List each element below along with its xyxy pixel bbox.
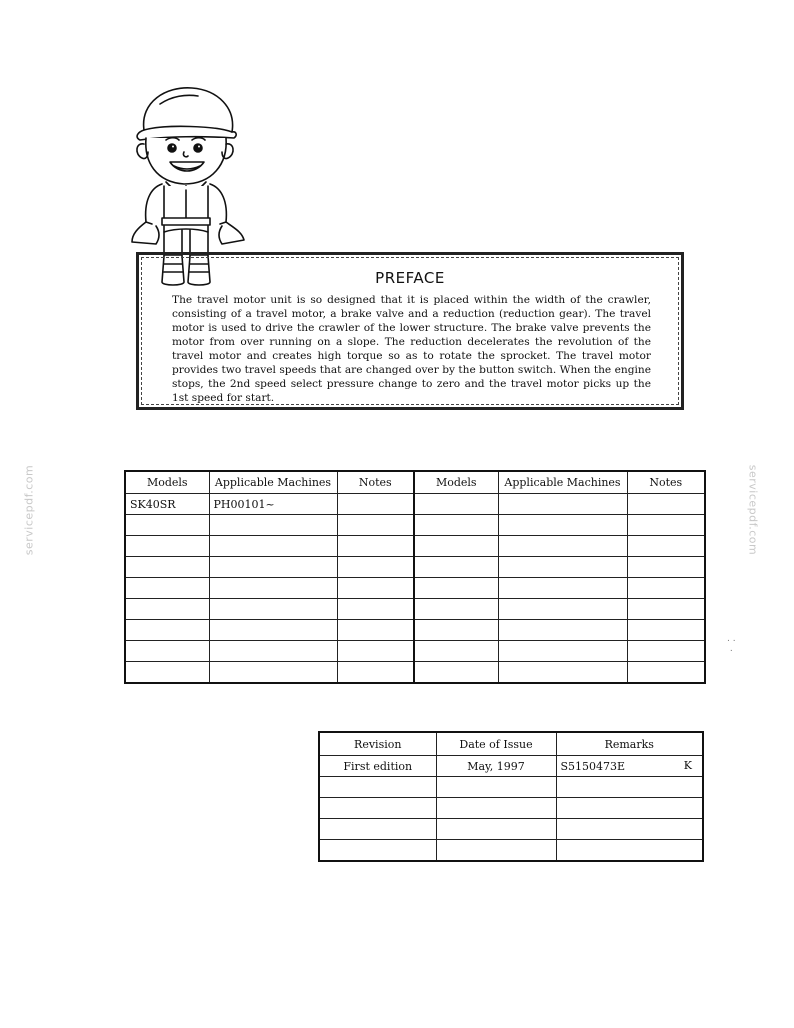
date-cell <box>436 777 556 798</box>
cell <box>498 641 627 662</box>
revision-cell <box>319 798 436 819</box>
revision-cell <box>319 819 436 840</box>
col-header-applicable-machines-2: Applicable Machines <box>498 471 627 494</box>
table-row <box>319 777 703 798</box>
date-cell: May, 1997 <box>436 756 556 777</box>
cell <box>125 536 209 557</box>
cell <box>209 557 337 578</box>
cell <box>627 536 705 557</box>
cell <box>414 557 498 578</box>
col-header-notes: Notes <box>337 471 414 494</box>
cell <box>337 494 414 515</box>
scan-specks: . . . <box>727 634 736 654</box>
col-header-revision: Revision <box>319 732 436 756</box>
cell <box>337 578 414 599</box>
remarks-cell <box>556 798 703 819</box>
cell <box>125 641 209 662</box>
table-row <box>319 756 703 777</box>
table-row <box>319 840 703 862</box>
preface-title: PREFACE <box>375 269 445 287</box>
cell <box>209 515 337 536</box>
cell <box>209 641 337 662</box>
cell <box>209 620 337 641</box>
remarks-cell <box>556 840 703 862</box>
revision-table-header <box>319 732 703 756</box>
remarks-flag: K <box>683 759 692 772</box>
revision-cell <box>319 840 436 862</box>
table-row <box>125 557 705 578</box>
cell: SK40SR <box>125 494 209 515</box>
remarks-cell <box>556 756 703 777</box>
table-row <box>125 494 705 515</box>
remarks-cell <box>556 819 703 840</box>
watermark-left: servicepdf.com <box>22 464 36 556</box>
col-header-notes-2: Notes <box>627 471 705 494</box>
col-header-applicable-machines: Applicable Machines <box>209 471 337 494</box>
preface-text: The travel motor unit is so designed that it is placed within the width of the crawler, consisting of a travel motor, a brake valve and a reduction (reduction gear). The travel motor is used to drive the crawler of the lower structure. The brake valve prevents the motor from over running on a slope. The reduction decelerates the revolution of the travel motor and creates high torque so as to rotate the sprocket. The travel motor provides two travel speeds that are changed over by the button switch. When the engine stops, the 2nd speed select pressure change to zero and the travel motor picks up the 1st speed for start. <box>172 294 651 404</box>
cell <box>414 620 498 641</box>
cell <box>337 620 414 641</box>
cell <box>498 557 627 578</box>
date-cell <box>436 840 556 862</box>
table-row <box>125 599 705 620</box>
cell <box>498 494 627 515</box>
cell <box>337 641 414 662</box>
cell <box>627 557 705 578</box>
cell <box>414 536 498 557</box>
cell <box>498 620 627 641</box>
models-table <box>124 470 706 684</box>
date-cell <box>436 798 556 819</box>
cell <box>498 536 627 557</box>
cell <box>337 515 414 536</box>
revision-cell: First edition <box>319 756 436 777</box>
cell <box>498 599 627 620</box>
cell <box>125 620 209 641</box>
cell <box>337 662 414 684</box>
col-header-models-2: Models <box>414 471 498 494</box>
table-row <box>125 662 705 684</box>
col-header-remarks: Remarks <box>556 732 703 756</box>
cell <box>209 536 337 557</box>
revision-table <box>318 731 704 862</box>
cell <box>414 641 498 662</box>
cell <box>337 557 414 578</box>
cell <box>414 578 498 599</box>
cell <box>627 662 705 684</box>
table-row <box>319 798 703 819</box>
remarks-cell <box>556 777 703 798</box>
cell <box>498 662 627 684</box>
cell <box>414 494 498 515</box>
cell <box>337 536 414 557</box>
col-header-date-of-issue: Date of Issue <box>436 732 556 756</box>
cell <box>498 578 627 599</box>
cell <box>414 515 498 536</box>
cell <box>125 599 209 620</box>
table-row <box>125 536 705 557</box>
models-table-header <box>125 471 705 494</box>
cell <box>414 662 498 684</box>
preface-box <box>136 252 684 410</box>
cell <box>337 599 414 620</box>
cell <box>627 641 705 662</box>
cell <box>209 662 337 684</box>
table-row <box>125 515 705 536</box>
table-row <box>125 578 705 599</box>
cell <box>627 620 705 641</box>
watermark-right: servicepdf.com <box>746 464 760 556</box>
cell <box>498 515 627 536</box>
cell <box>627 494 705 515</box>
cell <box>125 662 209 684</box>
cell <box>414 599 498 620</box>
date-cell <box>436 819 556 840</box>
remarks-code: S5150473E <box>560 759 626 773</box>
cell <box>627 515 705 536</box>
cell <box>627 578 705 599</box>
cell <box>627 599 705 620</box>
table-row <box>319 819 703 840</box>
col-header-models: Models <box>125 471 209 494</box>
table-row <box>125 620 705 641</box>
cell <box>125 515 209 536</box>
cell <box>209 599 337 620</box>
cell <box>209 578 337 599</box>
table-row <box>125 641 705 662</box>
revision-cell <box>319 777 436 798</box>
cell: PH00101~ <box>209 494 337 515</box>
cell <box>125 557 209 578</box>
cell <box>125 578 209 599</box>
